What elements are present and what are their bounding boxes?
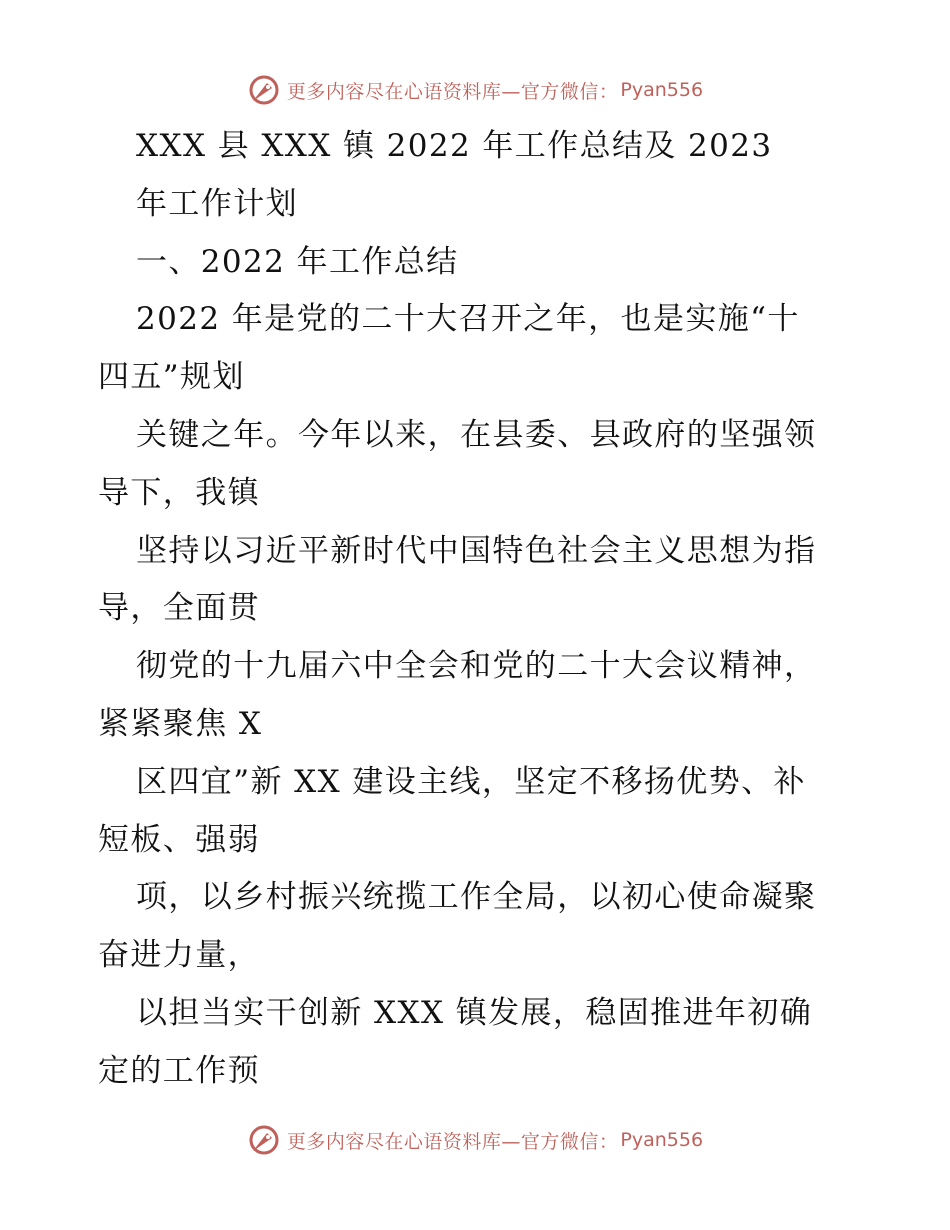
paragraph-line: 区四宜”新 XX 建设主线，坚定不移扬优势、补: [136, 763, 806, 800]
paragraph-line: 以担当实干创新 XXX 镇发展，稳固推进年初确: [136, 994, 813, 1031]
title-line-1: XXX 县 XXX 镇 2022 年工作总结及 2023: [136, 128, 773, 164]
pen-nib-logo-icon: [247, 73, 281, 107]
paragraph-line: 四五”规划: [98, 359, 245, 396]
watermark-header: [0, 70, 950, 110]
paragraph-line: 短板、强弱: [98, 821, 260, 858]
section-heading: 一、2022 年工作总结: [136, 243, 459, 280]
document-body: [98, 118, 858, 1101]
paragraph-line: 项，以乡村振兴统揽工作全局，以初心使命凝聚: [136, 879, 817, 916]
paragraph-line: 定的工作预: [98, 1052, 260, 1089]
paragraph-line: 奋进力量，: [98, 937, 260, 974]
watermark-wechat-id: Pyan556: [620, 1129, 704, 1151]
paragraph-line: 2022 年是党的二十大召开之年，也是实施“十: [136, 301, 800, 338]
paragraph-line: 彻党的十九届六中全会和党的二十大会议精神，: [136, 648, 817, 685]
title-line-2: 年工作计划: [136, 185, 298, 222]
paragraph-line: 紧紧聚焦 X: [98, 705, 263, 742]
paragraph-line: 导，全面贯: [98, 590, 260, 627]
watermark-text: 更多内容尽在心语资料库—官方微信：: [286, 80, 619, 103]
paragraph-line: 关键之年。今年以来，在县委、县政府的坚强领: [136, 416, 817, 453]
pen-nib-logo-icon: [247, 1123, 281, 1157]
watermark-wechat-id: Pyan556: [620, 79, 704, 101]
paragraph-line: 坚持以习近平新时代中国特色社会主义思想为指: [136, 532, 817, 569]
paragraph-line: 导下，我镇: [98, 474, 260, 511]
watermark-text: 更多内容尽在心语资料库—官方微信：: [286, 1130, 619, 1153]
watermark-footer: [0, 1120, 950, 1160]
